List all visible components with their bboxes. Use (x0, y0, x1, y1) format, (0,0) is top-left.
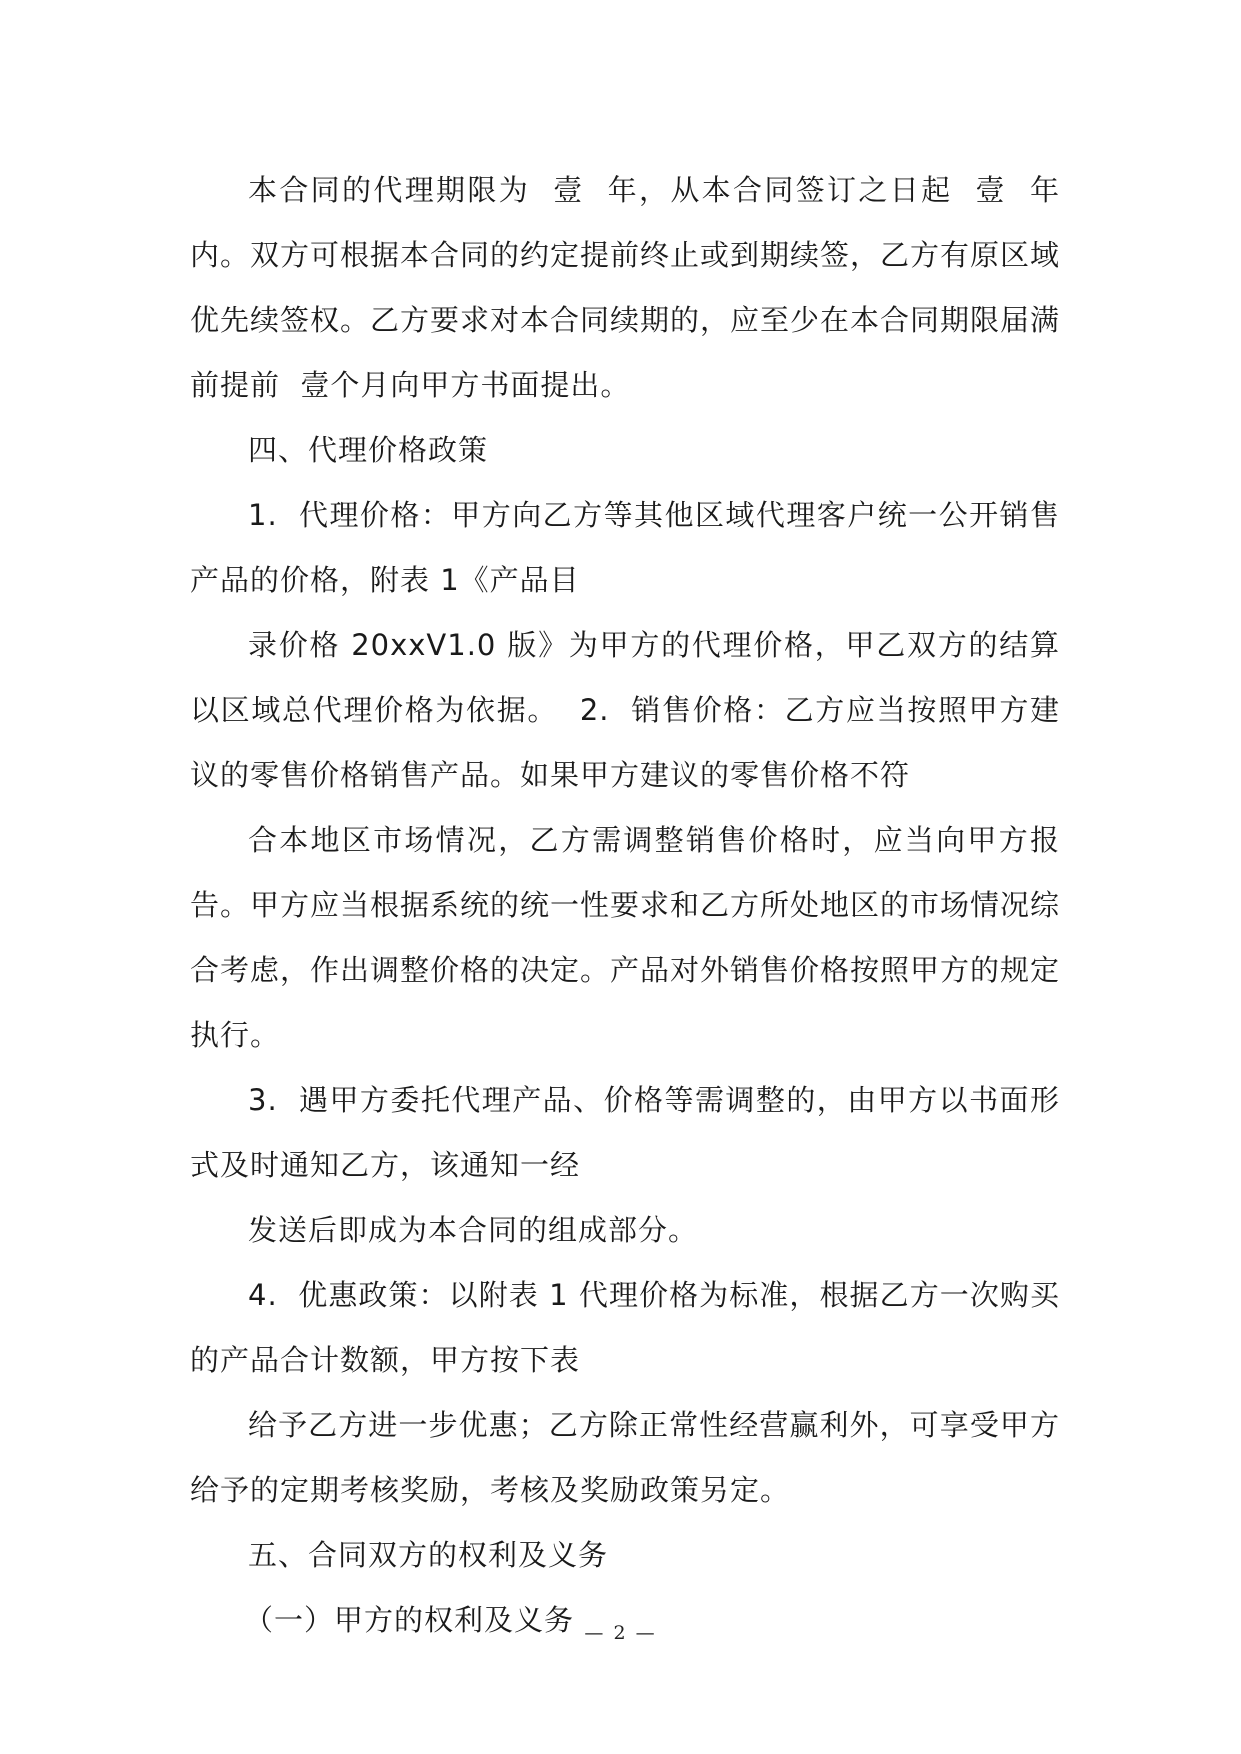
paragraph-agency-term: 本合同的代理期限为 壹 年，从本合同签订之日起 壹 年内。双方可根据本合同的约定提前终止或到期续签，乙方有原区域优先续签权。乙方要求对本合同续期的，应至少在本合同期限届满前提前 壹个月向甲方书面提出。 (190, 173, 1061, 402)
paragraph-notice-effect: 发送后即成为本合同的组成部分。 (248, 1213, 699, 1247)
paragraph-adjustment-notice: 3. 遇甲方委托代理产品、价格等需调整的，由甲方以书面形式及时通知乙方，该通知一经 (190, 1083, 1060, 1182)
section-heading-4: 四、代理价格政策 (248, 433, 489, 467)
paragraph-agency-price: 1. 代理价格：甲方向乙方等其他区域代理客户统一公开销售产品的价格，附表 1《产品目 (190, 498, 1060, 597)
paragraph-price-adjustment: 合本地区市场情况，乙方需调整销售价格时，应当向甲方报告。甲方应当根据系统的统一性要求和乙方所处地区的市场情况综合考虑，作出调整价格的决定。产品对外销售价格按照甲方的规定执行。 (190, 823, 1061, 1052)
paragraph-discount-details: 给予乙方进一步优惠；乙方除正常性经营赢利外，可享受甲方给予的定期考核奖励，考核及奖励政策另定。 (190, 1408, 1060, 1507)
paragraph-price-list: 录价格 20xxV1.0 版》为甲方的代理价格，甲乙双方的结算以区域总代理价格为依据。 2. 销售价格：乙方应当按照甲方建议的零售价格销售产品。如果甲方建议的零售价格不符 (190, 628, 1060, 792)
page-number: — 2 — (584, 1622, 657, 1644)
section-heading-5: 五、合同双方的权利及义务 (248, 1538, 609, 1572)
subsection-heading-1: （一）甲方的权利及义务 (244, 1603, 575, 1637)
document-body (190, 158, 1060, 1653)
paragraph-discount-policy: 4. 优惠政策：以附表 1 代理价格为标准，根据乙方一次购买的产品合计数额，甲方按下表 (190, 1278, 1060, 1377)
